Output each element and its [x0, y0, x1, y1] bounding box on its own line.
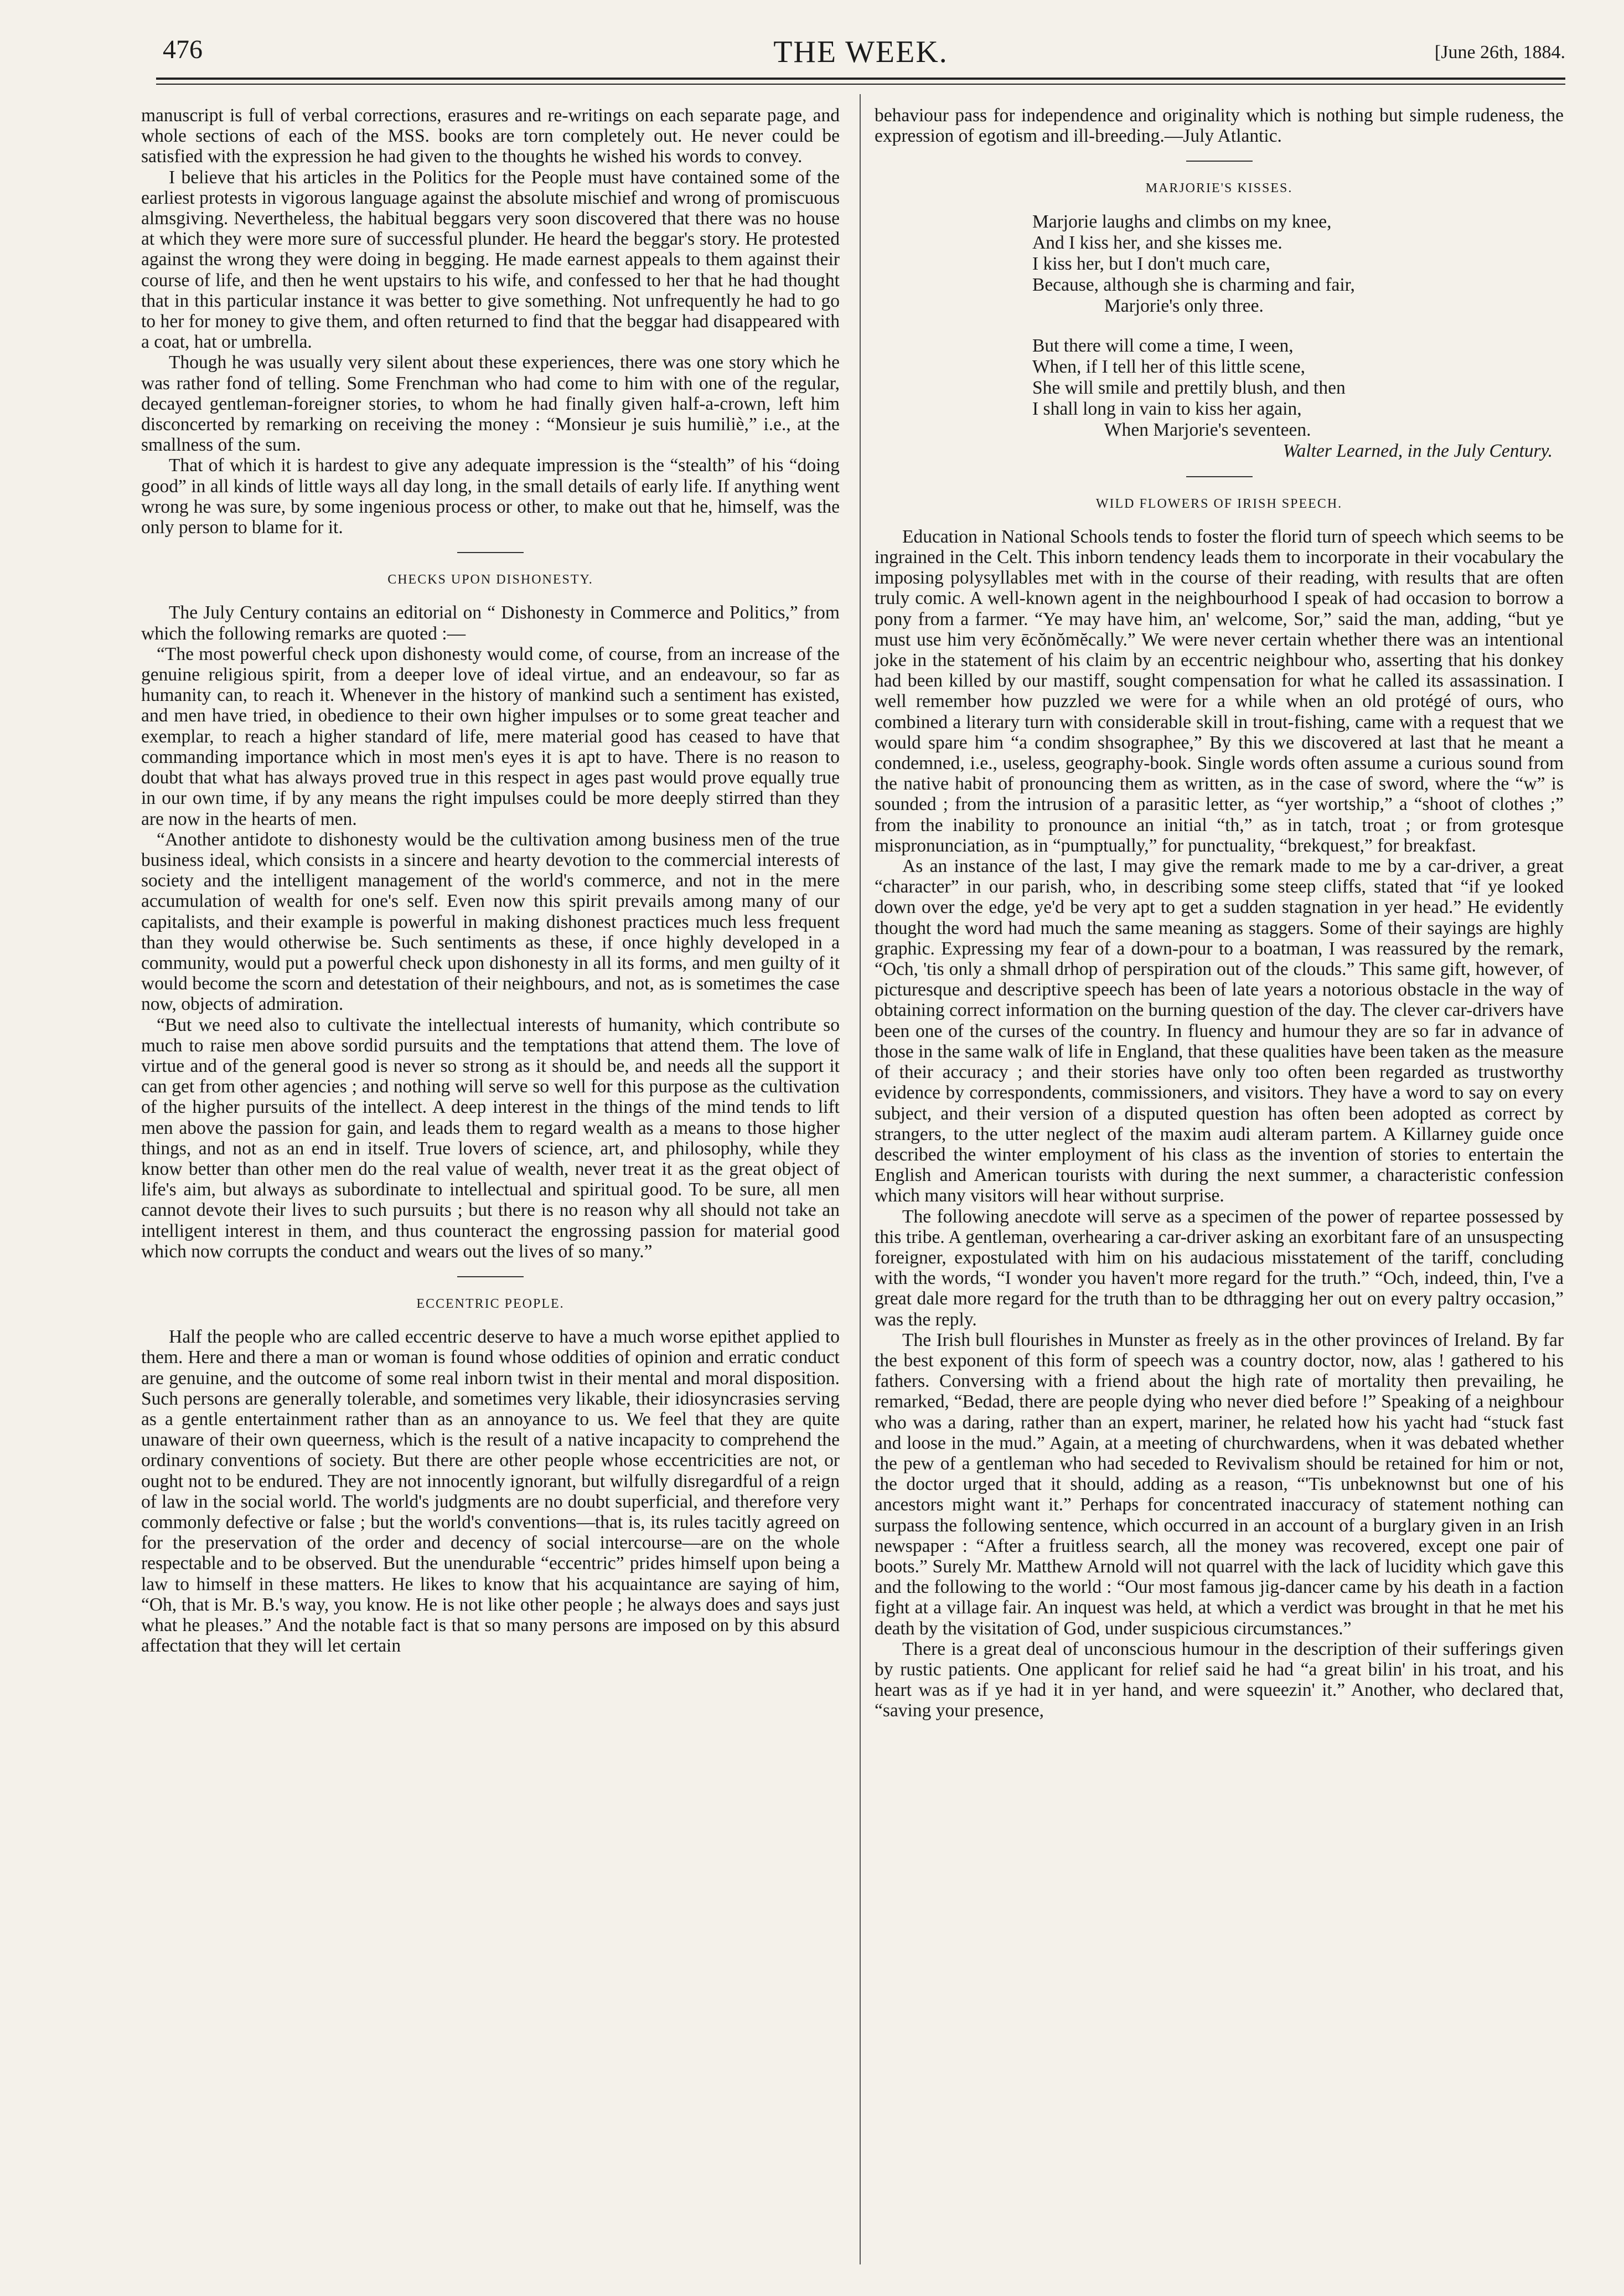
- header-rule-thin: [156, 84, 1565, 85]
- masthead-title: THE WEEK.: [773, 35, 948, 69]
- poem-stanza: [1032, 211, 1564, 317]
- section-divider: [457, 1276, 524, 1277]
- section-title-eccentric: ECCENTRIC PEOPLE.: [416, 1296, 565, 1311]
- poem-line: When, if I tell her of this little scene,: [1032, 356, 1306, 377]
- section-title-checks: CHECKS UPON DISHONESTY.: [387, 572, 593, 587]
- paragraph: I believe that his articles in the Politics for the People must have contained some of the earliest protests in vigorous language against the absolute mischief and wrong of promiscuous almsgiving. Nevertheless, the habitual beggars very soon discovered that there was no house at which they were more sure of successful plunder. He heard the beggar's story. He protested against the wrong they were doing in begging. He made earnest appeals to them against their course of life, and then he went upstairs to his wife, and confessed to her that he had thought that in this particular instance it was better to give something. Not unfrequently he had to go to her for money to give them, and often returned to find that the beggar had disappeared with a coat, hat or umbrella.: [141, 167, 840, 353]
- poem-line: But there will come a time, I ween,: [1032, 335, 1294, 356]
- column-separator: [860, 94, 861, 2264]
- poem-attribution: Walter Learned, in the July Century.: [1282, 440, 1553, 461]
- paragraph: There is a great deal of unconscious humour in the description of their sufferings given by rustic patients. One applicant for relief said he had “a great bilin' in his troat, and his heart was as if ye had it in yer hand, and were squeezin' it.” Another, who declared that, “saving your presence,: [875, 1638, 1564, 1721]
- paragraph: The following anecdote will serve as a specimen of the power of repartee possessed by this tribe. A gentleman, overhearing a car-driver asking an exorbitant fare of an unsuspecting foreigner, expostulated with him on his audacious misstatement of the tariff, concluding with the words, “I wonder you haven't more regard for the truth.” “Och, indeed, thin, I've a great dale more regard for the truth than to be dthragging her out on every paltry occasion,” was the reply.: [875, 1206, 1564, 1330]
- paragraph: behaviour pass for independence and originality which is nothing but simple rudeness, the expression of egotism and ill-breeding.—July Atlantic.: [875, 105, 1564, 147]
- poem-line: I kiss her, but I don't much care,: [1032, 253, 1270, 274]
- poem-line: Because, although she is charming and fair,: [1032, 274, 1355, 295]
- section-divider: [457, 552, 524, 553]
- poem-line: Marjorie laughs and climbs on my knee,: [1032, 211, 1332, 232]
- paragraph: “But we need also to cultivate the intellectual interests of humanity, which contribute so much to raise men above sordid pursuits and the temptations that attend them. The love of virtue and of the general good is never so strong as it should be, and needs all the support it can get from other agencies ; and nothing will serve so well for this purpose as the cultivation of the higher pursuits of the intellect. A deep interest in the things of the mind tends to lift men above the passion for gain, and leads them to regard wealth as a means to those higher things, and not as an end in itself. True lovers of science, art, and philosophy, while they know better than other men do the real value of wealth, never treat it as the great object of life's aim, but always as subordinate to intellectual and spiritual good. To be sure, all men cannot devote their lives to such pursuits ; but there is no reason why all should not take an intelligent interest in them, and thus counteract the engrossing passion for material good which now corrupts the conduct and wears out the lives of so many.”: [141, 1014, 840, 1262]
- right-column: [875, 105, 1564, 1721]
- paragraph: Half the people who are called eccentric deserve to have a much worse epithet applied to them. Here and there a man or woman is found whose oddities of opinion and erratic conduct are genuine, and the outcome of some real inborn twist in their mental and moral disposition. Such persons are generally tolerable, and sometimes very likable, their idiosyncrasies serving as a gentle entertainment rather than as an annoyance to us. We feel that they are quite unaware of their own queerness, which is the result of a native incapacity to comprehend the ordinary conventions of society. But there are other people whose eccentricities are not, or ought not to be endured. They are not innocently ignorant, but wilfully disregardful of a reign of law in the social world. The world's judgments are no doubt superficial, and therefore very commonly defective or false ; but the world's conventions—that is, its rules tacitly agreed on for the preservation of the order and decency of social intercourse—are on the whole respectable and to be observed. But the unendurable “eccentric” prides himself upon being a law to himself in these matters. He likes to know that his acquaintance are saying of him, “Oh, that is Mr. B.'s way, you know. He is not like other people ; he always does and says just what he pleases.” And the notable fact is that so many persons are imposed on by this absurd affectation that they will let certain: [141, 1327, 840, 1657]
- poem-line: She will smile and prettily blush, and then: [1032, 377, 1346, 398]
- paragraph: The Irish bull flourishes in Munster as freely as in the other provinces of Ireland. By far the best exponent of this form of speech was a country doctor, now, alas ! gathered to his fathers. Conversing with a friend about the high rate of mortality then prevailing, he remarked, “Bedad, there are people dying who never died before !” Speaking of a neighbour who was a daring, rather than an expert, mariner, he related how his yacht had “stuck fast and loose in the mud.” Again, at a meeting of churchwardens, when it was debated whether the pew of a gentleman who had seceded to Revivalism should be retained for him or not, the doctor urged that it should, adding as a reason, “'Tis unbeknownst but one of his ancestors might want it.” Perhaps for concentrated inaccuracy of statement nothing can surpass the following sentence, which occurred in an account of a burglary given in an Irish newspaper : “After a fruitless search, all the money was recovered, except one pair of boots.” Surely Mr. Matthew Arnold will not quarrel with the lack of lucidity which gave this and the following to the world : “Our most famous jig-dancer came by his death in a faction fight at a village fair. An inquest was held, at which a verdict was brought in that he met his death by the visitation of God, under suspicious circumstances.”: [875, 1329, 1564, 1639]
- paragraph: The July Century contains an editorial on “ Dishonesty in Commerce and Politics,” from which the following remarks are quoted :—: [141, 602, 840, 644]
- section-divider: [1186, 161, 1253, 162]
- paragraph: “Another antidote to dishonesty would be the cultivation among business men of the true business ideal, which consists in a sincere and hearty devotion to the commercial interests of society and the intelligent management of the world's commerce, and not in the mere accumulation of wealth for one's self. Even now this spirit prevails among many of our capitalists, and their example is powerful in making dishonest practices much less frequent than they would otherwise be. Such sentiments as these, if once highly developed in a community, would put a powerful check upon dishonesty in all its forms, and men guilty of it would become the scorn and detestation of their neighbours, and not, as is sometimes the case now, objects of admiration.: [141, 829, 840, 1015]
- poem-stanza: [1032, 336, 1564, 441]
- paragraph: Education in National Schools tends to foster the florid turn of speech which seems to be ingrained in the Celt. This inborn tendency leads them to incorporate in their vocabulary the imposing polysyllables met with in the course of their reading, with results that are often truly comic. A well-known agent in the neighbourhood I speak of had occasion to borrow a pony from a farmer. “Ye may have him, an' welcome, Sor,” said the man, adding, “but ye must use him very ēcŏnŏmĕcally.” We were never certain whether there was an intentional joke in the statement of his claim by an eccentric neighbour who, asserting that his donkey had been killed by our mastiff, sought compensation for what he called its assassination. I well remember how puzzled we were for a while when an old protégé of ours, who combined a literary turn with considerable skill in trout-fishing, came with a request that we would spare him “a condim shsographee,” By this we discovered at last that he meant a condemned, i.e., useless, geography-book. Single words often assume a curious sound from the native habit of pronouncing them as written, as in the case of sword, where the “w” is sounded ; from the intrusion of a parasitic letter, as “yer wortship,” a “shoot of clothes ;” from the inability to pronounce an initial “th,” as in tatch, troat ; or from grotesque mispronunciation, as in “pumptually,” for punctuality, “brekquest,” for breakfast.: [875, 526, 1564, 856]
- poem-line: And I kiss her, and she kisses me.: [1032, 232, 1282, 253]
- header-rule: [156, 78, 1565, 80]
- poem: [875, 211, 1564, 462]
- paragraph: That of which it is hardest to give any adequate impression is the “stealth” of his “doing good” in all kinds of little ways all day long, in the small details of early life. If anything went wrong he was sure, by some ingenious process or other, to make out that he, himself, was the only person to blame for it.: [141, 455, 840, 538]
- page-number: 476: [163, 35, 203, 64]
- poem-line: When Marjorie's seventeen.: [1104, 419, 1311, 440]
- paragraph: As an instance of the last, I may give the remark made to me by a car-driver, a great “character” in our parish, who, in describing some steep cliffs, stated that “if ye looked down over the edge, ye'd be very apt to get a sudden stagnation in yer head.” He evidently thought the word had much the same meaning as staggers. Some of their sayings are highly graphic. Expressing my fear of a down-pour to a boatman, I was reassured by the remark, “Och, 'tis only a shmall drhop of perspiration out of the clouds.” This same gift, however, of picturesque and descriptive speech has been of late years a notorious obstacle in the way of obtaining correct information on the burning question of the day. The clever car-drivers have been one of the curses of the country. In fluency and humour they are so far in advance of those in the same walk of life in England, that these qualities have been taken as the measure of their accuracy ; and their stories have only too often been regarded as trustworthy evidence by correspondents, commissioners, and visitors. They have a word to say on every subject, and their version of a disputed question has often been adopted as correct by strangers, to the utter neglect of the maxim audi alteram partem. A Killarney guide once described the winter employment of his class as the invention of stories to entertain the English and American tourists with during the next summer, a characteristic confession which many visitors will hear without surprise.: [875, 856, 1564, 1206]
- section-divider: [1186, 476, 1253, 477]
- paragraph: manuscript is full of verbal corrections, erasures and re-writings on each separate page, and whole sections of each of the MSS. books are torn completely out. He never could be satisfied with the expression he had given to the thoughts he wished his words to convey.: [141, 105, 840, 167]
- issue-date: [June 26th, 1884.: [1434, 42, 1565, 63]
- poem-line: I shall long in vain to kiss her again,: [1032, 398, 1302, 419]
- paragraph: “The most powerful check upon dishonesty would come, of course, from an increase of the genuine religious spirit, from a deeper love of ideal virtue, and an endeavour, so far as humanity can, to reach it. Whenever in the history of mankind such a sentiment has existed, and men have tried, in obedience to their own higher impulses or to some great teacher and exemplar, to reach a higher standard of life, mere material good has ceased to have that commanding importance which in most men's eyes it is apt to have. There is no reason to doubt that what has always proved true in this respect in ages past would prove equally true in our own time, if by any means the right impulses could be more deeply stirred than they are now in the hearts of men.: [141, 643, 840, 829]
- poem-title: MARJORIE'S KISSES.: [1145, 181, 1293, 196]
- quoted-passage: [141, 644, 840, 1262]
- section-title-wildflowers: WILD FLOWERS OF IRISH SPEECH.: [1095, 496, 1343, 511]
- poem-line: Marjorie's only three.: [1104, 295, 1264, 316]
- left-column: [141, 105, 840, 1656]
- paragraph: Though he was usually very silent about these experiences, there was one story which he was rather fond of telling. Some Frenchman who had come to him with one of the regular, decayed gentleman-foreigner stories, to whom he had finally given half-a-crown, left him disconcerted by remarking on receiving the money : “Monsieur je suis humiliè,” i.e., at the smallness of the sum.: [141, 352, 840, 456]
- page-header: [156, 34, 1565, 70]
